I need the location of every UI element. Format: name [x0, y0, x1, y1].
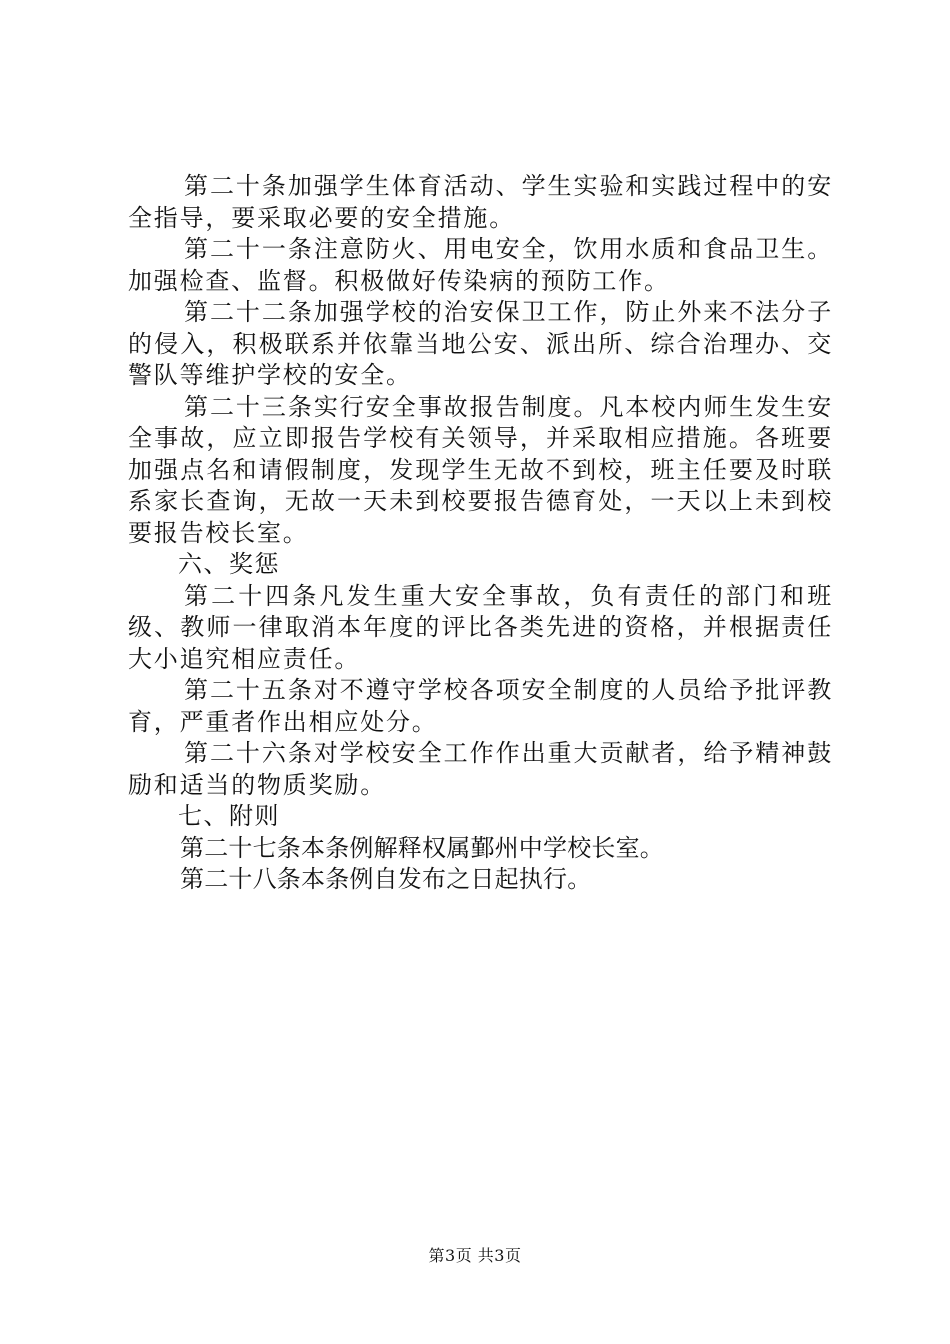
- document-body: [128, 171, 833, 896]
- article-26: 第二十六条对学校安全工作作出重大贡献者，给予精神鼓励和适当的物质奖励。: [128, 739, 833, 799]
- page-footer: 第3页 共3页: [428, 1246, 522, 1265]
- section-7-heading: 七、附则: [178, 802, 280, 830]
- article-23: 第二十三条实行安全事故报告制度。凡本校内师生发生安全事故，应立即报告学校有关领导，并采取相应措施。各班要加强点名和请假制度，发现学生无故不到校，班主任要及时联系家长查询，无故一天未到校要报告德育处，一天以上未到校要报告校长室。: [128, 392, 833, 547]
- article-25: 第二十五条对不遵守学校各项安全制度的人员给予批评教育，严重者作出相应处分。: [128, 676, 833, 736]
- article-28: 第二十八条本条例自发布之日起执行。: [180, 865, 592, 893]
- article-21: 第二十一条注意防火、用电安全，饮用水质和食品卫生。加强检查、监督。积极做好传染病的预防工作。: [128, 235, 833, 295]
- article-27: 第二十七条本条例解释权属鄞州中学校长室。: [180, 833, 664, 862]
- article-22: 第二十二条加强学校的治安保卫工作，防止外来不法分子的侵入，积极联系并依靠当地公安、派出所、综合治理办、交警队等维护学校的安全。: [128, 298, 833, 389]
- article-24: 第二十四条凡发生重大安全事故，负有责任的部门和班级、教师一律取消本年度的评比各类先进的资格，并根据责任大小追究相应责任。: [128, 581, 833, 673]
- section-6-heading: 六、奖惩: [178, 550, 280, 578]
- article-20: 第二十条加强学生体育活动、学生实验和实践过程中的安全指导，要采取必要的安全措施。: [128, 172, 833, 232]
